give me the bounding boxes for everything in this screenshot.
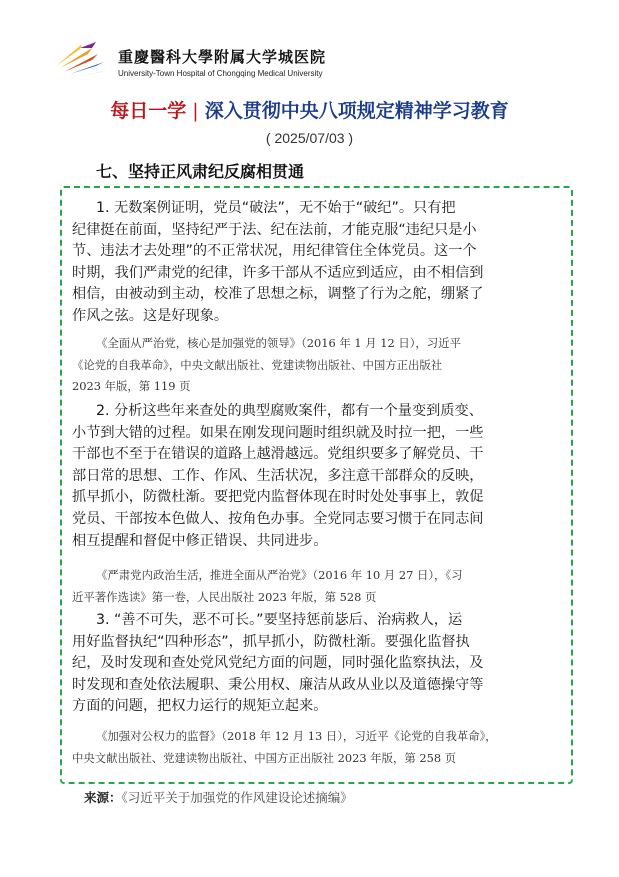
- paragraph-line: 1. 无数案例证明，党员“破法”，无不始于“破纪”。只有把: [96, 200, 456, 216]
- paragraph-line: 用好监督执纪“四种形态”，抓早抓小，防微杜渐。要强化监督执: [72, 633, 470, 650]
- content-box: [60, 186, 573, 784]
- paragraph-line: 相互提醒和督促中修正错误、共同进步。: [72, 532, 328, 549]
- title-daily-label: 每日一学: [110, 100, 187, 122]
- citation-line: 《加强对公权力的监督》（2018 年 12 月 13 日），习近平《论党的自我革命》，: [96, 729, 497, 743]
- title-separator: |: [192, 100, 199, 122]
- title-main-text: 深入贯彻中央八项规定精神学习教育: [204, 100, 509, 122]
- paragraph-1: [72, 198, 562, 328]
- paragraph-line: 作风之弦。这是好现象。: [72, 307, 229, 324]
- paragraph-line: 抓早抓小，防微杜渐。要把党内监督体现在时时处处事事上，敦促: [72, 489, 484, 506]
- paragraph-line: 小节到大错的过程。如果在刚发现问题时组织就及时拉一把，一些: [72, 424, 484, 441]
- citation-1: [72, 333, 562, 398]
- citation-line: 近平著作选读》第一卷，人民出版社 2023 年版，第 528 页: [72, 589, 377, 604]
- paragraph-line: 相信，由被动到主动，校准了思想之标，调整了行为之舵，绷紧了: [72, 286, 484, 303]
- paragraph-line: 纪律挺在前面，坚持纪严于法、纪在法前，才能克服“违纪只是小: [72, 221, 477, 238]
- paragraph-line: 节、违法才去处理”的不正常状况，用纪律管住全体党员。这一个: [72, 243, 477, 260]
- source-label: 来源：: [84, 790, 122, 805]
- paragraph-line: 时期，我们严肃党的纪律，许多干部从不适应到适应，由不相信到: [72, 264, 484, 281]
- section-heading: 七、坚持正风肃纪反腐相贯通: [96, 162, 305, 181]
- paragraph-2: [72, 401, 562, 552]
- paragraph-line: 党员、干部按本色做人、按角色办事。全党同志要习惯于在同志间: [72, 510, 484, 527]
- source-line: [84, 788, 353, 806]
- page-title: [0, 96, 619, 123]
- paragraph-line: 部日常的思想、工作、作风、生活状况，多注意干部群众的反映，: [72, 467, 484, 484]
- paragraph-line: 方面的问题，把权力运行的规矩立起来。: [72, 698, 328, 715]
- source-text: 《习近平关于加强党的作风建设论述摘编》: [121, 790, 353, 805]
- citation-line: 中央文献出版社、党建读物出版社、中国方正出版社 2023 年版，第 258 页: [72, 750, 457, 765]
- citation-line: 2023 年版，第 119 页: [72, 379, 191, 394]
- hospital-wing-logo-icon: [52, 38, 114, 82]
- paragraph-line: 纪，及时发现和查处党风党纪方面的问题，同时强化监察执法，及: [72, 655, 484, 672]
- citation-2: [72, 565, 562, 608]
- hospital-name-en: University-Town Hospital of Chongqing Medical University: [118, 69, 323, 78]
- citation-3: [72, 726, 562, 769]
- hospital-name-cn: 重慶醫科大學附属大学城医院: [118, 48, 327, 66]
- issue-date: ( 2025/07/03 ): [265, 130, 354, 146]
- paragraph-line: 3. “善不可失，恶不可长。”要坚持惩前毖后、治病救人，运: [96, 612, 463, 628]
- paragraph-line: 2. 分析这些年来查处的典型腐败案件，都有一个量变到质变、: [96, 403, 483, 419]
- paragraph-line: 干部也不至于在错误的道路上越滑越远。党组织要多了解党员、干: [72, 446, 484, 463]
- citation-line: 《论党的自我革命》，中央文献出版社、党建读物出版社、中国方正出版社: [72, 357, 443, 372]
- citation-line: 《全面从严治党，核心是加强党的领导》（2016 年 1 月 12 日），习近平: [96, 336, 461, 350]
- citation-line: 《严肃党内政治生活，推进全面从严治党》（2016 年 10 月 27 日），《习: [96, 568, 463, 582]
- paragraph-line: 时发现和查处依法履职、秉公用权、廉洁从政从业以及道德操守等: [72, 676, 484, 693]
- paragraph-3: [72, 610, 562, 718]
